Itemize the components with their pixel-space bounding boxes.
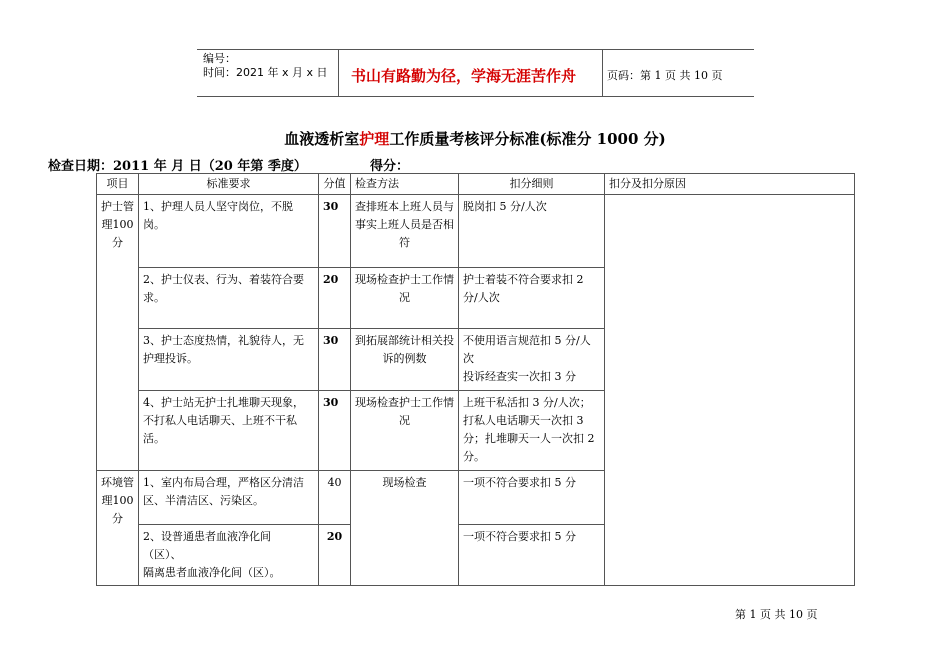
- deduction-cell: 不使用语言规范扣 5 分/人次 投诉经查实一次扣 3 分: [459, 329, 605, 391]
- table-row: [97, 195, 855, 268]
- header-divider: [338, 50, 339, 96]
- deduction-cell: 上班干私活扣 3 分/人次； 打私人电话聊天一次扣 3 分；扎堆聊天一人一次扣 2 分。: [459, 391, 605, 471]
- document-header: [197, 49, 754, 97]
- col-header: 扣分细则: [459, 174, 605, 195]
- document-number-label: 编号：: [203, 52, 236, 65]
- scoring-table: [96, 173, 855, 586]
- col-header: 检查方法: [351, 174, 459, 195]
- title-part-1: 血液透析室: [284, 130, 360, 148]
- document-time-label: 时间：2021 年 x 月 x 日: [203, 66, 328, 79]
- category-cell: 护士管理100分: [97, 195, 139, 471]
- score-cell: 30: [319, 195, 351, 268]
- header-page-label: 页码：第 1 页 共 10 页: [607, 69, 723, 82]
- header-divider: [602, 50, 603, 96]
- score-label: 得分：: [370, 159, 410, 174]
- standard-cell: 4、护士站无护士扎堆聊天现象，不打私人电话聊天、上班不干私活。: [139, 391, 319, 471]
- header-meta: [197, 50, 338, 98]
- col-header: 扣分及扣分原因: [605, 174, 855, 195]
- score-cell: 30: [319, 329, 351, 391]
- score-cell: 20: [319, 525, 351, 586]
- standard-cell: 3、护士态度热情，礼貌待人，无护理投诉。: [139, 329, 319, 391]
- standard-cell: 2、护士仪表、行为、着装符合要求。: [139, 268, 319, 329]
- score-cell: 20: [319, 268, 351, 329]
- table-header-row: [97, 174, 855, 195]
- method-cell: 现场检查护士工作情况: [351, 391, 459, 471]
- page-title: [0, 128, 950, 149]
- standard-cell: 2、设普通患者血液净化间 （区）、 隔离患者血液净化间（区）。: [139, 525, 319, 586]
- header-motto: 书山有路勤为径，学海无涯苦作舟: [351, 67, 577, 85]
- score-cell: 30: [319, 391, 351, 471]
- score-cell: 40: [319, 471, 351, 525]
- inspection-info: [48, 155, 410, 174]
- title-part-3: 工作质量考核评分标准(标准分 1000 分): [389, 130, 666, 148]
- deduction-cell: 一项不符合要求扣 5 分: [459, 471, 605, 525]
- deduction-cell: 护士着装不符合要求扣 2 分/人次: [459, 268, 605, 329]
- deduction-cell: 脱岗扣 5 分/人次: [459, 195, 605, 268]
- standard-cell: 1、室内布局合理，严格区分清洁区、半清洁区、污染区。: [139, 471, 319, 525]
- method-cell: 到拓展部统计相关投诉的例数: [351, 329, 459, 391]
- standard-cell: 1、护理人员人坚守岗位，不脱岗。: [139, 195, 319, 268]
- title-part-2-highlight: 护理: [359, 130, 390, 148]
- method-cell: 现场检查护士工作情况: [351, 268, 459, 329]
- deduction-cell: 一项不符合要求扣 5 分: [459, 525, 605, 586]
- inspection-date: 检查日期：2011 年 月 日（20 年第 季度）: [48, 159, 307, 174]
- category-cell: 环境管理100分: [97, 471, 139, 586]
- col-header: 标准要求: [139, 174, 319, 195]
- method-cell: 现场检查: [351, 471, 459, 586]
- page-footer: 第 1 页 共 10 页: [735, 608, 818, 621]
- col-header: 项目: [97, 174, 139, 195]
- col-header: 分值: [319, 174, 351, 195]
- method-cell: 查排班本上班人员与事实上班人员是否相符: [351, 195, 459, 268]
- reason-cell[interactable]: [605, 195, 855, 586]
